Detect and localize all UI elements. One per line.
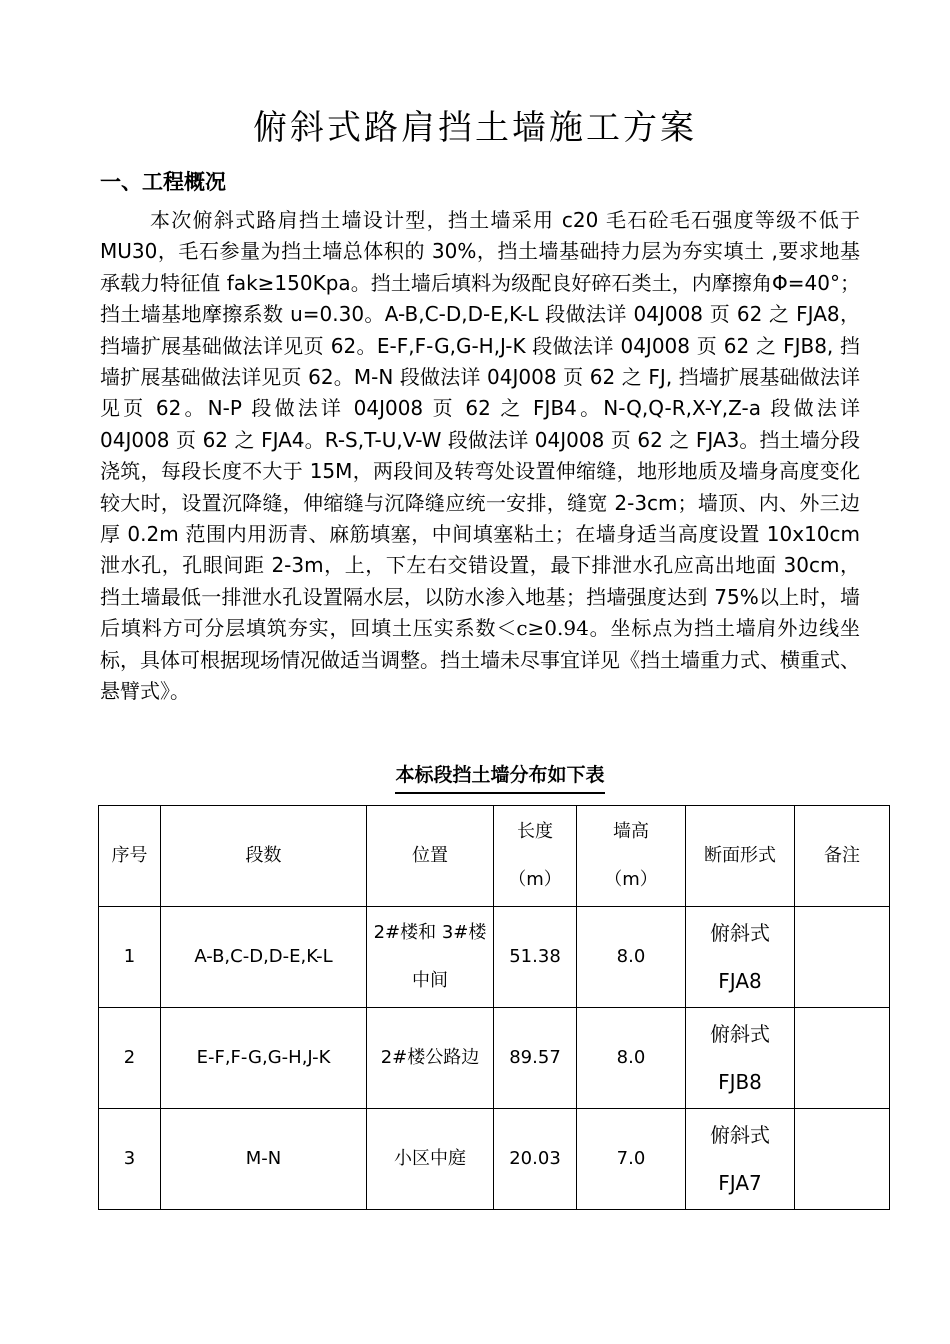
header-height-unit: （m）	[604, 869, 658, 890]
table-row	[99, 1008, 890, 1109]
cell-segments: E-F,F-G,G-H,J-K	[161, 1008, 367, 1109]
header-length-unit: （m）	[508, 869, 562, 890]
retaining-wall-table	[98, 805, 890, 1210]
cell-height: 7.0	[577, 1109, 686, 1210]
cell-length: 51.38	[494, 907, 577, 1008]
cell-height: 8.0	[577, 907, 686, 1008]
header-height-label: 墙高	[613, 821, 649, 842]
cell-location-line2: 中间	[412, 970, 448, 991]
cell-form-code: FJB8	[718, 1070, 762, 1094]
cell-section-form	[686, 907, 795, 1008]
cell-remarks	[795, 1109, 890, 1210]
cell-index: 2	[99, 1008, 161, 1109]
cell-length: 89.57	[494, 1008, 577, 1109]
cell-remarks	[795, 907, 890, 1008]
table-row	[99, 907, 890, 1008]
header-height	[577, 806, 686, 907]
cell-location: 2#楼公路边	[367, 1008, 494, 1109]
table-caption	[0, 760, 950, 787]
cell-form-code: FJA8	[718, 969, 762, 993]
header-index: 序号	[99, 806, 161, 907]
table-row	[99, 1109, 890, 1210]
overview-paragraph	[100, 205, 860, 708]
header-segments: 段数	[161, 806, 367, 907]
cell-section-form	[686, 1109, 795, 1210]
cell-segments: M-N	[161, 1109, 367, 1210]
cell-location-line1: 2#楼和 3#楼	[373, 922, 487, 943]
table-caption-text: 本标段挡土墙分布如下表	[395, 764, 604, 794]
cell-remarks	[795, 1008, 890, 1109]
section-heading-overview: 一、工程概况	[100, 170, 226, 194]
header-length-label: 长度	[517, 821, 553, 842]
cell-segments: A-B,C-D,D-E,K-L	[161, 907, 367, 1008]
cell-height: 8.0	[577, 1008, 686, 1109]
cell-length: 20.03	[494, 1109, 577, 1210]
overview-paragraph-main: 本次俯斜式路肩挡土墙设计型，挡土墙采用 c20 毛石砼毛石强度等级不低于 MU30，毛石参量为挡土墙总体积的 30%，挡土墙基础持力层为夯实填土 ,要求地基承载力特征值 fak≥150Kpa。挡土墙后填料为级配良好碎石类土，内摩擦角Φ=40°；挡土墙基地摩擦系数 u=0.30。A-B,C-D,D-E,K-L 段做法详 04J008 页 62 之 FJA8，挡墙扩展基础做法详见页 62。E-F,F-G,G-H,J-K 段做法详 04J008 页 62 之 FJB8, 挡墙扩展基础做法详见页 62。M-N 段做法详 04J008 页 62 之 FJ, 挡墙扩展基础做法详见页 62。N-P 段做法详 04J008 页 62 之 FJB4。N-Q,Q-R,X-Y,Z-a 段做法详 04J008 页 62 之 FJA4。R-S,T-U,V-W 段做法详 04J008 页 62 之 FJA3。挡土墙分段浇筑，每段长度不大于 15M，两段间及转弯处设置伸缩缝，地形地质及墙身高度变化较大时，设置沉降缝，伸缩缝与沉降缝应统一安排，缝宽 2-3cm；墙顶、内、外三边厚 0.2m 范围内用沥青、麻筋填塞，中间填塞粘土；在墙身适当高度设置 10x10cm 泄水孔，孔眼间距 2-3m，上，下左右交错设置，最下排泄水孔应高出地面 30cm，挡土墙最低一排泄水孔设置隔水层，以防水渗入地基；挡墙强度达到 75%以上时，墙后填料方可分层填筑夯实，回填土压实系数	[100, 208, 860, 641]
table-header-row	[99, 806, 890, 907]
cell-section-form	[686, 1008, 795, 1109]
cell-form-code: FJA7	[718, 1171, 762, 1195]
cell-form-type: 俯斜式	[710, 1123, 770, 1147]
cell-index: 3	[99, 1109, 161, 1210]
cell-form-type: 俯斜式	[710, 1022, 770, 1046]
cell-location: 小区中庭	[367, 1109, 494, 1210]
header-remarks: 备注	[795, 806, 890, 907]
document-title: 俯斜式路肩挡土墙施工方案	[253, 108, 697, 148]
cell-index: 1	[99, 907, 161, 1008]
cell-form-type: 俯斜式	[710, 921, 770, 945]
header-length	[494, 806, 577, 907]
overview-paragraph-tail: ＜c≥0.94。坐标点为挡土墙肩外边线坐标，具体可根据现场情况做适当调整。挡土墙未尽事宜详见《挡土墙重力式、横重式、悬臂式》。	[100, 616, 860, 704]
header-location: 位置	[367, 806, 494, 907]
cell-location	[367, 907, 494, 1008]
header-section-form: 断面形式	[686, 806, 795, 907]
